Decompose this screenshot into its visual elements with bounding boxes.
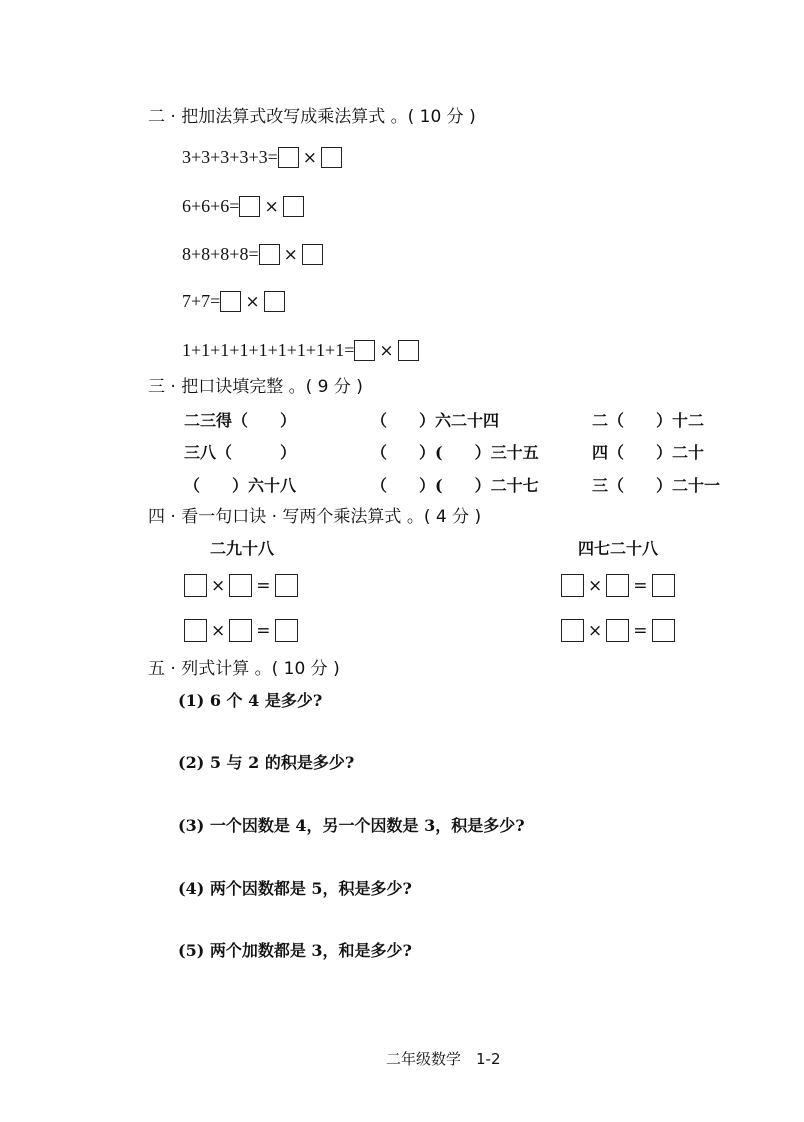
question-5: (5) 两个加数都是 3，和是多少? [178,941,412,960]
page-footer: 二年级数学 1-2 [386,1050,501,1068]
answer-box[interactable] [184,574,207,597]
koujue-blank[interactable]: （ ）六二十四 [371,411,500,430]
koujue-blank[interactable]: （ ）( ）二十七 [371,476,539,495]
koujue-blank[interactable]: 三八（ ） [184,443,297,462]
section-2-title: 二 · 把加法算式改写成乘法算式 。( 10 分 ) [148,107,476,127]
question-3: (3) 一个因数是 4，另一个因数是 3，积是多少? [178,816,525,835]
answer-box[interactable] [264,291,285,312]
question-1: (1) 6 个 4 是多少? [178,691,323,710]
answer-box[interactable] [321,147,342,168]
multiplication-row [561,574,675,597]
answer-box[interactable] [283,196,304,217]
equation-row [182,340,419,361]
section-3-title: 三 · 把口诀填完整 。( 9 分 ) [148,377,363,397]
answer-box[interactable] [561,574,584,597]
answer-box[interactable] [606,574,629,597]
answer-box[interactable] [275,574,298,597]
equals-sign: = [633,620,648,641]
koujue-blank[interactable]: 三（ ）二十一 [592,476,721,495]
koujue-phrase-left: 二九十八 [210,539,275,558]
equation-row [182,244,323,265]
equation-row [182,147,342,168]
answer-box[interactable] [302,244,323,265]
answer-box[interactable] [278,147,299,168]
multiplication-row [184,619,298,642]
answer-box[interactable] [652,574,675,597]
koujue-blank[interactable]: （ ）( ）三十五 [371,443,539,462]
koujue-blank[interactable]: 二（ ）十二 [592,411,705,430]
equation-text: 7+7= [182,291,221,311]
equation-text: 6+6+6= [182,196,240,216]
koujue-blank[interactable]: （ ）六十八 [184,476,297,495]
equals-sign: = [256,620,271,641]
multiplication-row [184,574,298,597]
section-5-title: 五 · 列式计算 。( 10 分 ) [148,659,340,679]
answer-box[interactable] [398,340,419,361]
answer-box[interactable] [229,574,252,597]
times-sign: × [302,147,318,168]
answer-box[interactable] [561,619,584,642]
answer-box[interactable] [354,340,375,361]
times-sign: × [588,620,603,641]
times-sign: × [379,340,394,361]
koujue-blank[interactable]: 二三得（ ） [184,411,297,430]
multiplication-row [561,619,675,642]
equals-sign: = [256,575,271,596]
question-4: (4) 两个因数都是 5，积是多少? [178,879,412,898]
times-sign: × [211,620,226,641]
equation-row [182,196,304,217]
times-sign: × [211,575,226,596]
answer-box[interactable] [229,619,252,642]
times-sign: × [264,196,279,217]
answer-box[interactable] [652,619,675,642]
koujue-phrase-right: 四七二十八 [578,539,659,558]
equals-sign: = [633,575,648,596]
times-sign: × [283,244,298,265]
equation-row [182,291,285,312]
times-sign: × [245,291,260,312]
answer-box[interactable] [220,291,241,312]
answer-box[interactable] [606,619,629,642]
answer-box[interactable] [275,619,298,642]
equation-text: 3+3+3+3+3= [182,147,278,167]
equation-text: 8+8+8+8= [182,244,259,264]
answer-box[interactable] [184,619,207,642]
section-4-title: 四 · 看一句口诀 · 写两个乘法算式 。( 4 分 ) [148,507,482,527]
times-sign: × [588,575,603,596]
koujue-blank[interactable]: 四（ ）二十 [592,443,705,462]
answer-box[interactable] [259,244,280,265]
question-2: (2) 5 与 2 的积是多少? [178,753,355,772]
answer-box[interactable] [239,196,260,217]
equation-text: 1+1+1+1+1+1+1+1+1= [182,340,355,360]
